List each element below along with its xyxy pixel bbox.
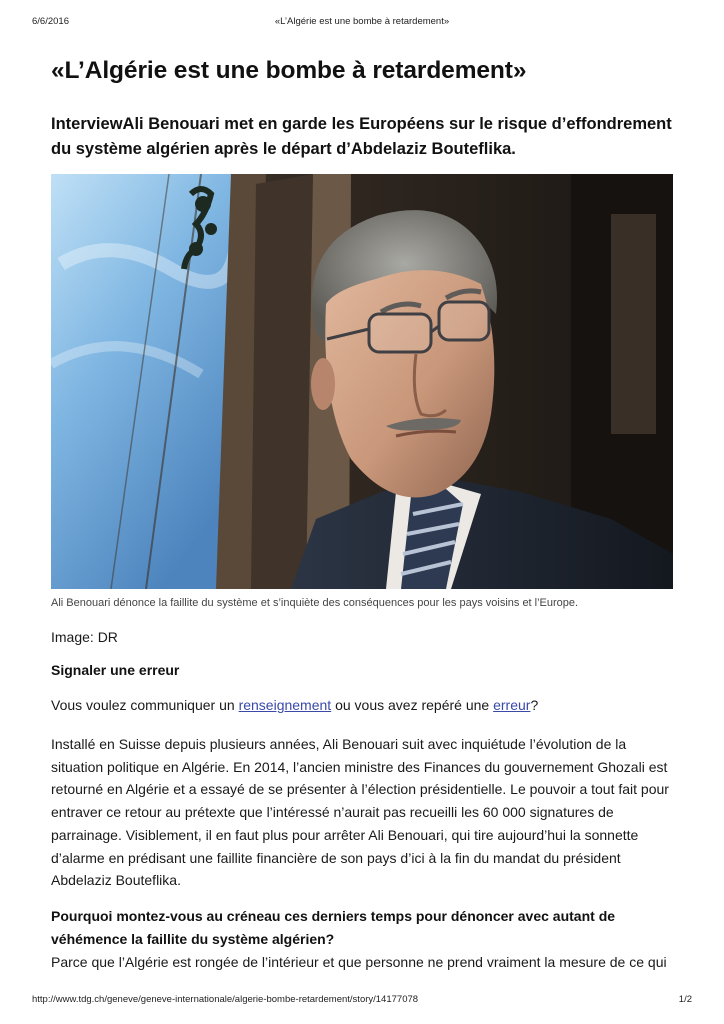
report-text-after: ? [530,697,539,713]
print-date: 6/6/2016 [32,16,69,27]
article-headline: «L’Algérie est une bombe à retardement» [51,57,527,84]
article-lead: InterviewAli Benouari met en garde les Européens sur le risque d’effondrement du système algérien après le départ d’Abdelaziz Bouteflika. [51,115,672,158]
article-body-paragraph: Installé en Suisse depuis plusieurs années, Ali Benouari suit avec inquiétude l’évolution de la situation politique en Algérie. En 2014, l’ancien ministre des Finances du gouvernement Ghozali est retourné en Algérie et a essayé de se présenter à l’élection présidentielle. Le pouvoir a tout fait pour entraver ce retour au prétexte que l’intéressé n’aurait pas recueilli les 60 000 signatures de parrainage. Visiblement, il en faut plus pour arrêter Ali Benouari, qui tire aujourd’hui la sonnette d’alarme en prédisant une faillite financière de son pays d’ici à la fin du mandat du président Abdelaziz Bouteflika. [51,736,669,889]
print-url: http://www.tdg.ch/geneve/geneve-internationale/algerie-bombe-retardement/story/14177078 [32,994,419,1005]
photo-caption: Ali Benouari dénonce la faillite du système et s’inquiète des conséquences pour les pays voisins et l’Europe. [51,597,579,609]
image-credit: Image: DR [51,629,118,645]
report-text-before: Vous voulez communiquer un [51,697,239,713]
interview-answer: Parce que l’Algérie est rongée de l’intérieur et que personne ne prend vraiment la mesure de ce qui [51,954,667,970]
renseignement-link[interactable]: renseignement [238,697,332,713]
print-footer [32,994,692,1008]
report-text-middle: ou vous avez repéré une [331,697,494,713]
print-header [32,16,692,30]
report-error-heading: Signaler une erreur [51,662,180,678]
article-photo [51,174,673,589]
report-error-line [51,697,681,713]
interview-question: Pourquoi montez-vous au créneau ces derniers temps pour dénoncer avec autant de véhémence la faillite du système algérien? [51,908,616,947]
erreur-link[interactable]: erreur [493,697,531,713]
print-page-number: 1/2 [678,994,692,1005]
print-page-title: «L’Algérie est une bombe à retardement» [274,16,450,27]
